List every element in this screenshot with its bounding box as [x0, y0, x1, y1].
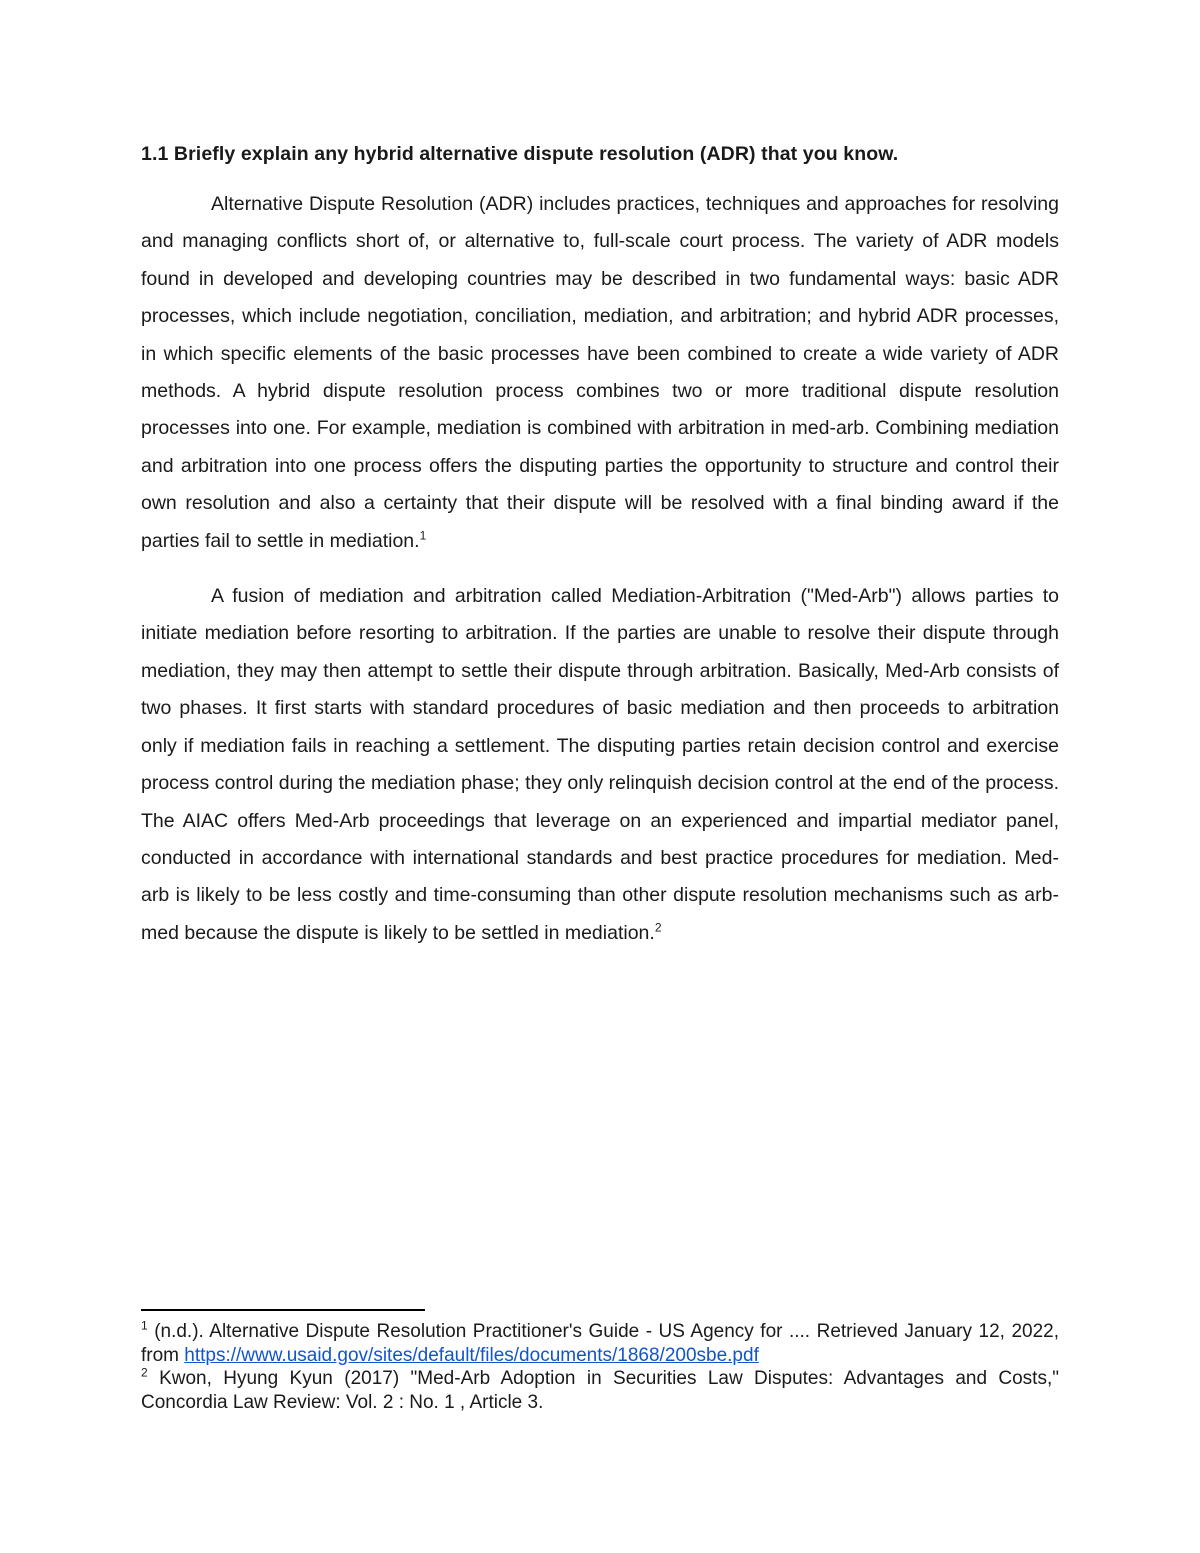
footnote-1-link[interactable]: https://www.usaid.gov/sites/default/files/documents/1868/200sbe.pdf [184, 1344, 759, 1366]
document-body [141, 140, 1059, 970]
footnote-1 [141, 1320, 1059, 1367]
footnote-2-text: Kwon, Hyung Kyun (2017) "Med-Arb Adoption in Securities Law Disputes: Advantages and Costs," Concordia Law Review: Vol. 2 : No. 1 , Article 3. [141, 1368, 1059, 1413]
footnote-ref-1[interactable]: 1 [419, 528, 427, 543]
paragraph-2-text: A fusion of mediation and arbitration called Mediation-Arbitration ("Med-Arb") allows parties to initiate mediation before resorting to arbitration. If the parties are unable to resolve their dispute through mediation, they may then attempt to settle their dispute through arbitration. Basically, Med-Arb consists of two phases. It first starts with standard procedures of basic mediation and then proceeds to arbitration only if mediation fails in reaching a settlement. The disputing parties retain decision control and exercise process control during the mediation phase; they only relinquish decision control at the end of the process. The AIAC offers Med-Arb proceedings that leverage on an experienced and impartial mediator panel, conducted in accordance with international standards and best practice procedures for mediation. Med-arb is likely to be less costly and time-consuming than other dispute resolution mechanisms such as arb-med because the dispute is likely to be settled in mediation. [141, 585, 1059, 944]
footnote-separator [141, 1309, 425, 1311]
paragraph-2 [141, 578, 1059, 952]
paragraph-1-text: Alternative Dispute Resolution (ADR) includes practices, techniques and approaches for resolving and managing conflicts short of, or alternative to, full-scale court process. The variety of ADR models found in developed and developing countries may be described in two fundamental ways: basic ADR processes, which include negotiation, conciliation, mediation, and arbitration; and hybrid ADR processes, in which specific elements of the basic processes have been combined to create a wide variety of ADR methods. A hybrid dispute resolution process combines two or more traditional dispute resolution processes into one. For example, mediation is combined with arbitration in med-arb. Combining mediation and arbitration into one process offers the disputing parties the opportunity to structure and control their own resolution and also a certainty that their dispute will be resolved with a final binding award if the parties fail to settle in mediation. [141, 193, 1059, 552]
footnote-2-marker: 2 [141, 1365, 148, 1380]
question-heading: 1.1 Briefly explain any hybrid alternative dispute resolution (ADR) that you know. [141, 143, 899, 165]
footnote-1-marker: 1 [141, 1318, 148, 1333]
paragraph-1 [141, 186, 1059, 560]
footnote-1-text: (n.d.). Alternative Dispute Resolution Practitioner's Guide - US Agency for .... Retrieved January 12, 2022, from [141, 1321, 1059, 1366]
footnote-2 [141, 1367, 1059, 1414]
footnote-ref-2[interactable]: 2 [654, 920, 662, 935]
footnotes [141, 1320, 1059, 1414]
